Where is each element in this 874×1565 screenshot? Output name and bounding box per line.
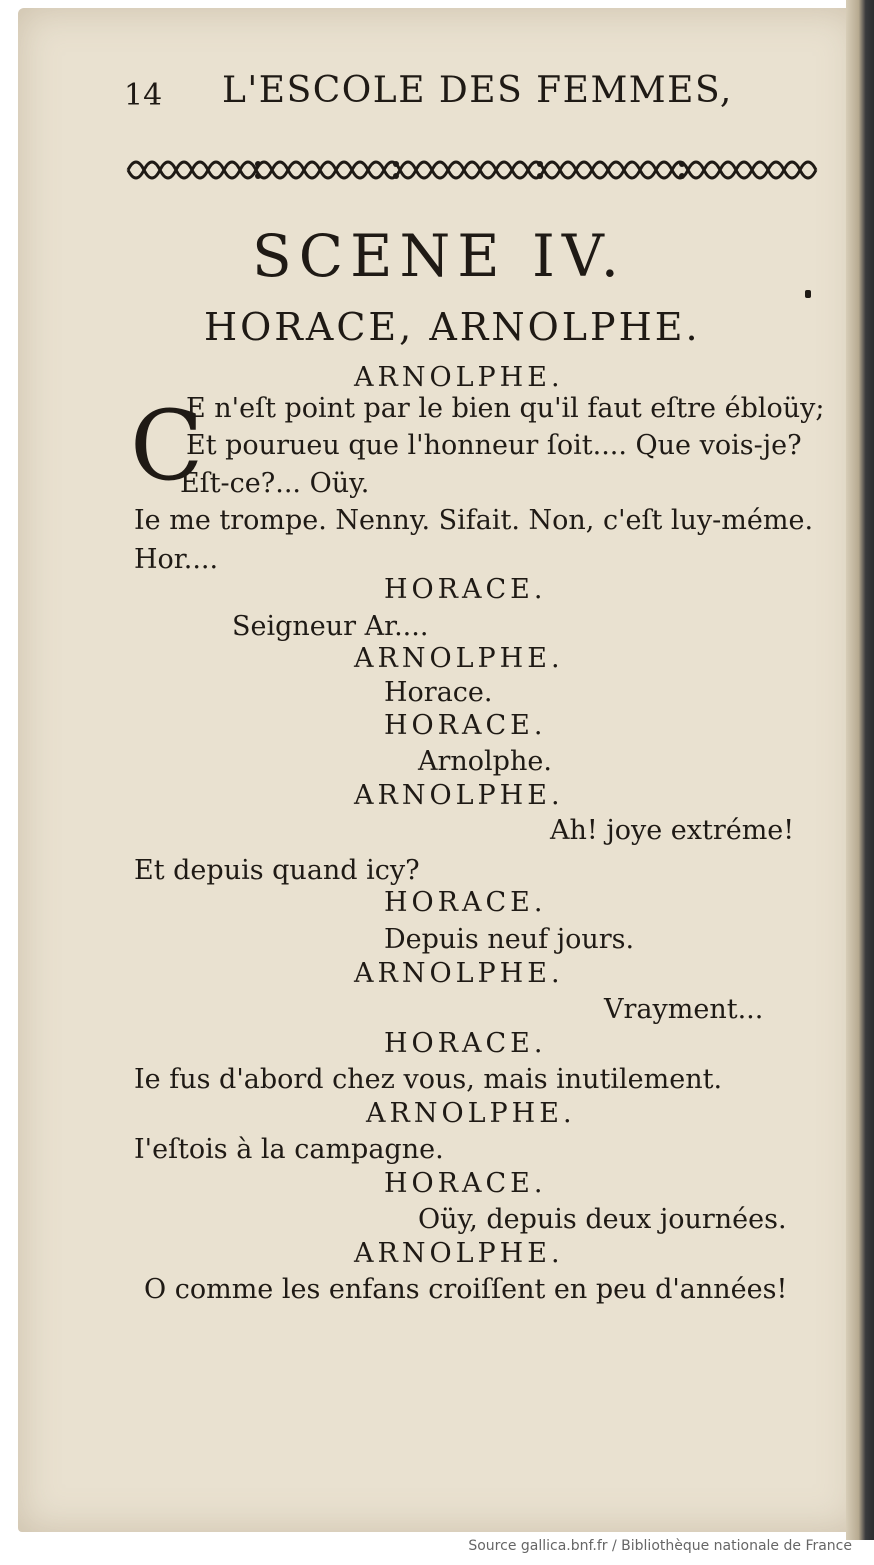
drop-cap: C (130, 390, 204, 502)
scene-title: SCENE IV. (252, 222, 627, 290)
page-number: 14 (124, 78, 163, 113)
speaker-label: ARNOLPHE. (354, 1238, 564, 1269)
book-spine-edge (846, 0, 874, 1540)
verse-line: Hor.... (134, 544, 219, 575)
verse-line: Et pourueu que l'honneur ſoit.... Que vois-je? (186, 430, 802, 461)
verse-line: Ah! joye extréme! (550, 815, 795, 846)
speaker-label: ARNOLPHE. (354, 643, 564, 674)
speaker-label: HORACE. (384, 887, 547, 918)
running-title: L'ESCOLE DES FEMMES, (222, 70, 733, 111)
speaker-label: HORACE. (384, 1028, 547, 1059)
scene-persons: HORACE, ARNOLPHE. (204, 305, 701, 349)
speaker-label: HORACE. (384, 710, 547, 741)
speaker-label: ARNOLPHE. (366, 1098, 576, 1129)
verse-line: Arnolphe. (418, 746, 552, 777)
speaker-label: ARNOLPHE. (354, 362, 564, 393)
verse-line: Ie fus d'abord chez vous, mais inutilement. (134, 1064, 723, 1095)
verse-line: Eſt-ce?... Oüy. (180, 468, 370, 499)
speaker-label: HORACE. (384, 574, 547, 605)
speaker-label: ARNOLPHE. (354, 958, 564, 989)
verse-line: I'eſtois à la campagne. (134, 1134, 444, 1165)
verse-line: E n'eſt point par le bien qu'il faut eſtre ébloüy; (186, 393, 825, 424)
ink-mark (805, 290, 811, 298)
speaker-label: ARNOLPHE. (354, 780, 564, 811)
verse-line: Et depuis quand icy? (134, 855, 420, 886)
verse-line: Ie me trompe. Nenny. Sifait. Non, c'eſt luy-méme. (134, 505, 814, 536)
verse-line: Horace. (384, 677, 493, 708)
speaker-label: HORACE. (384, 1168, 547, 1199)
verse-line: Vrayment... (604, 994, 764, 1025)
verse-line: Oüy, depuis deux journées. (418, 1204, 787, 1235)
ornamental-band (126, 150, 820, 190)
verse-line: O comme les enfans croiſſent en peu d'années! (144, 1274, 788, 1305)
source-footer: Source gallica.bnf.fr / Bibliothèque nationale de France (468, 1538, 852, 1554)
verse-line: Seigneur Ar.... (232, 611, 429, 642)
verse-line: Depuis neuf jours. (384, 924, 635, 955)
